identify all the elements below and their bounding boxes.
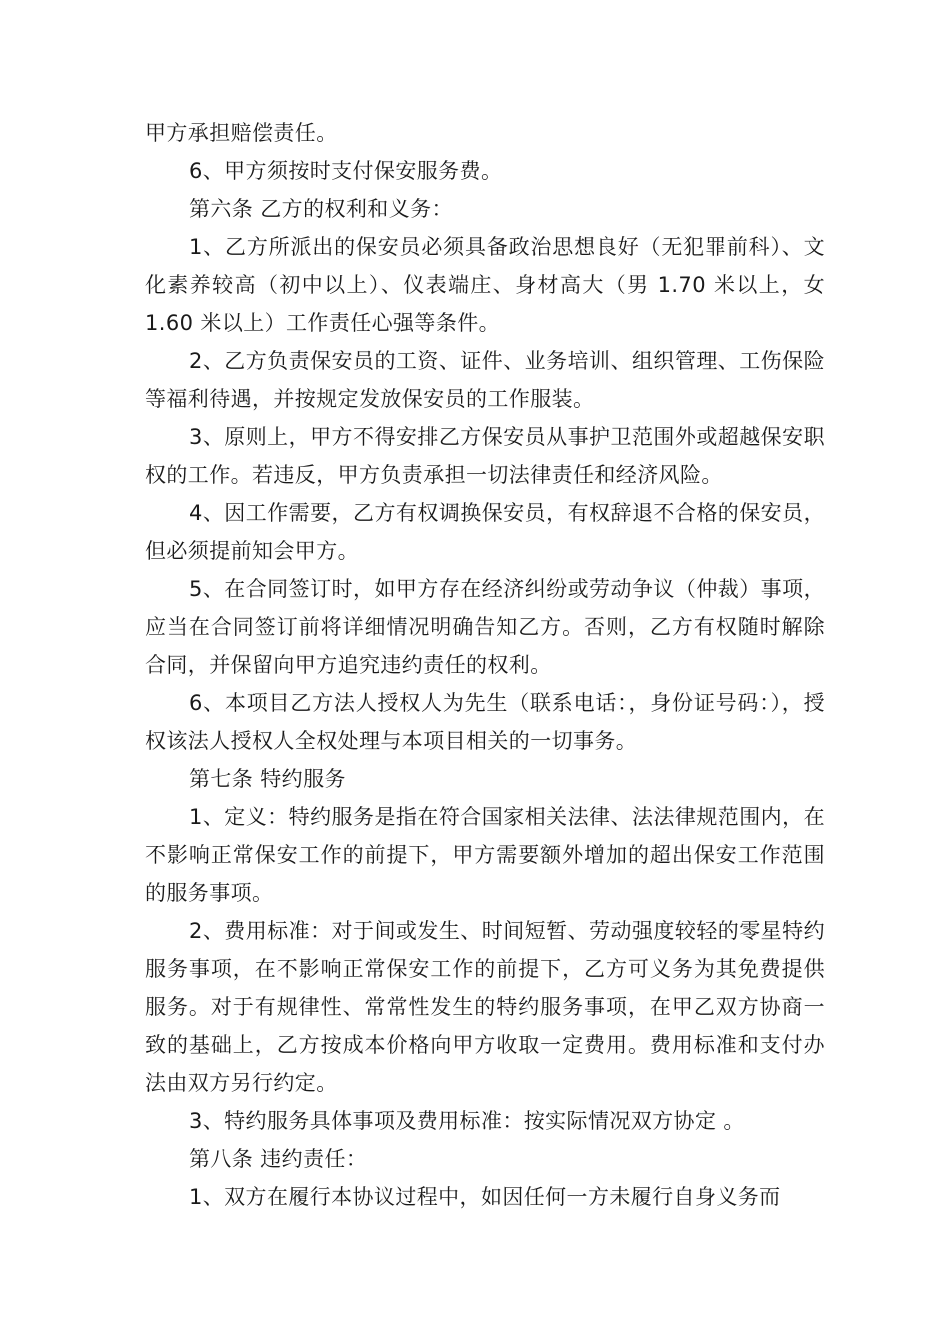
article-8-heading: 第八条 违约责任： — [189, 1147, 368, 1171]
article-7-item-1: 1、定义：特约服务是指在符合国家相关法律、法法律规范围内，在不影响正常保安工作的前提下，甲方需要额外增加的超出保安工作范围的服务事项。 — [145, 805, 825, 905]
article-6-item-1: 1、乙方所派出的保安员必须具备政治思想良好（无犯罪前科）、文化素养较高（初中以上）、仪表端庄、身材高大（男 1.70 米以上，女 1.60 米以上）工作责任心强等条件。 — [145, 235, 825, 335]
paragraph-continuation: 甲方承担赔偿责任。 — [145, 121, 338, 145]
article-6-heading: 第六条 乙方的权利和义务： — [189, 197, 453, 221]
article-6-item-2: 2、乙方负责保安员的工资、证件、业务培训、组织管理、工伤保险等福利待遇，并按规定发放保安员的工作服装。 — [145, 349, 825, 411]
document-body — [145, 114, 825, 1216]
article-6-item-5: 5、在合同签订时，如甲方存在经济纠纷或劳动争议（仲裁）事项，应当在合同签订前将详细情况明确告知乙方。否则，乙方有权随时解除合同，并保留向甲方追究违约责任的权利。 — [145, 577, 825, 677]
article-7-item-2: 2、费用标准：对于间或发生、时间短暂、劳动强度较轻的零星特约服务事项，在不影响正常保安工作的前提下，乙方可义务为其免费提供服务。对于有规律性、常常性发生的特约服务事项，在甲乙双方协商一致的基础上，乙方按成本价格向甲方收取一定费用。费用标准和支付办法由双方另行约定。 — [145, 919, 825, 1095]
article-8-item-1: 1、双方在履行本协议过程中，如因任何一方未履行自身义务而 — [189, 1185, 781, 1209]
article-6-item-3: 3、原则上，甲方不得安排乙方保安员从事护卫范围外或超越保安职权的工作。若违反，甲方负责承担一切法律责任和经济风险。 — [145, 425, 825, 487]
article-6-item-6: 6、本项目乙方法人授权人为先生（联系电话：，身份证号码：），授权该法人授权人全权处理与本项目相关的一切事务。 — [145, 691, 825, 753]
clause-5-item-6: 6、甲方须按时支付保安服务费。 — [189, 159, 503, 183]
article-7-heading: 第七条 特约服务 — [189, 767, 346, 791]
article-7-item-3: 3、特约服务具体事项及费用标准：按实际情况双方协定 。 — [189, 1109, 745, 1133]
article-6-item-4: 4、因工作需要，乙方有权调换保安员，有权辞退不合格的保安员，但必须提前知会甲方。 — [145, 501, 825, 563]
